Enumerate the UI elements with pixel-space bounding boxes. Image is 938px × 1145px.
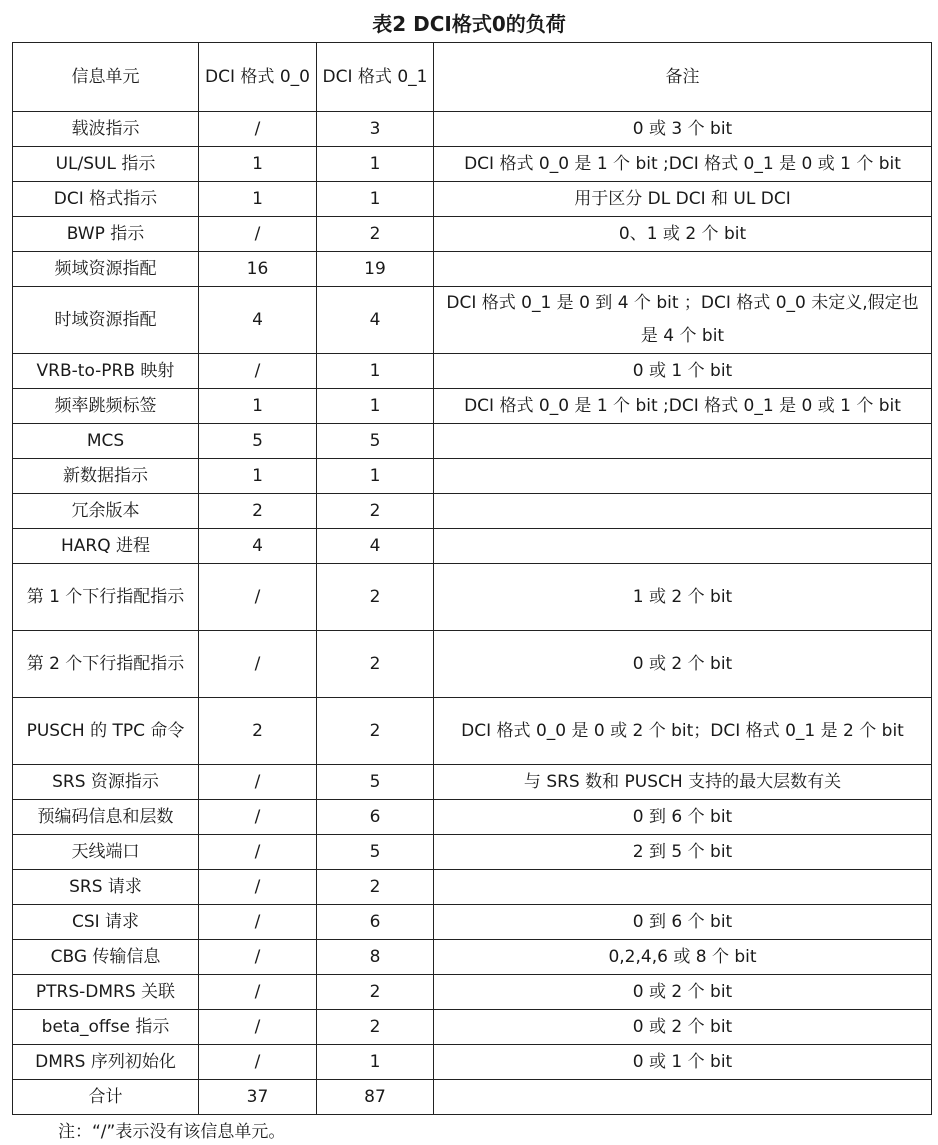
cell-remarks: 0 或 3 个 bit: [434, 112, 932, 147]
cell-remarks: [434, 870, 932, 905]
table-body: [13, 112, 932, 1115]
cell-dci-format-0-1: 2: [317, 631, 434, 698]
cell-dci-format-0-0: /: [199, 1045, 317, 1080]
table-row: [13, 459, 932, 494]
cell-remarks: [434, 459, 932, 494]
table-row: [13, 389, 932, 424]
cell-dci-format-0-0: /: [199, 870, 317, 905]
cell-dci-format-0-1: 1: [317, 182, 434, 217]
table-row: [13, 564, 932, 631]
cell-remarks: 0 或 1 个 bit: [434, 354, 932, 389]
cell-dci-format-0-0: /: [199, 800, 317, 835]
cell-dci-format-0-1: 1: [317, 389, 434, 424]
cell-remarks: DCI 格式 0_1 是 0 到 4 个 bit ；DCI 格式 0_0 未定义,假定也是 4 个 bit: [434, 287, 932, 354]
cell-info-unit: 载波指示: [13, 112, 199, 147]
table-row: [13, 940, 932, 975]
table-row: [13, 698, 932, 765]
cell-info-unit: SRS 请求: [13, 870, 199, 905]
cell-dci-format-0-1: 3: [317, 112, 434, 147]
cell-dci-format-0-1: 87: [317, 1080, 434, 1115]
cell-dci-format-0-0: 2: [199, 698, 317, 765]
cell-dci-format-0-0: /: [199, 1010, 317, 1045]
cell-info-unit: 合计: [13, 1080, 199, 1115]
cell-info-unit: DMRS 序列初始化: [13, 1045, 199, 1080]
cell-info-unit: 频域资源指配: [13, 252, 199, 287]
header-remarks: 备注: [434, 43, 932, 112]
cell-dci-format-0-1: 2: [317, 698, 434, 765]
cell-info-unit: 预编码信息和层数: [13, 800, 199, 835]
cell-dci-format-0-1: 6: [317, 905, 434, 940]
cell-dci-format-0-0: /: [199, 217, 317, 252]
cell-dci-format-0-1: 19: [317, 252, 434, 287]
cell-dci-format-0-1: 6: [317, 800, 434, 835]
cell-info-unit: VRB-to-PRB 映射: [13, 354, 199, 389]
table-row: [13, 354, 932, 389]
table-row: [13, 1045, 932, 1080]
header-dci-format-0-1: DCI 格式 0_1: [317, 43, 434, 112]
table-title: 表2 DCI格式0的负荷: [372, 12, 566, 36]
cell-dci-format-0-1: 1: [317, 1045, 434, 1080]
cell-info-unit: MCS: [13, 424, 199, 459]
cell-dci-format-0-0: 4: [199, 529, 317, 564]
table-row: [13, 217, 932, 252]
cell-remarks: [434, 1080, 932, 1115]
cell-remarks: 0、1 或 2 个 bit: [434, 217, 932, 252]
table-row: [13, 1080, 932, 1115]
cell-dci-format-0-1: 2: [317, 870, 434, 905]
cell-info-unit: 天线端口: [13, 835, 199, 870]
cell-dci-format-0-0: /: [199, 940, 317, 975]
table-row: [13, 800, 932, 835]
cell-dci-format-0-0: /: [199, 765, 317, 800]
cell-remarks: DCI 格式 0_0 是 0 或 2 个 bit；DCI 格式 0_1 是 2 个 bit: [434, 698, 932, 765]
table-row: [13, 765, 932, 800]
cell-dci-format-0-0: /: [199, 631, 317, 698]
cell-remarks: 与 SRS 数和 PUSCH 支持的最大层数有关: [434, 765, 932, 800]
cell-info-unit: beta_offse 指示: [13, 1010, 199, 1045]
table-header-row: [13, 43, 932, 112]
cell-info-unit: CSI 请求: [13, 905, 199, 940]
cell-dci-format-0-0: 1: [199, 459, 317, 494]
cell-dci-format-0-1: 4: [317, 287, 434, 354]
cell-dci-format-0-0: /: [199, 112, 317, 147]
cell-dci-format-0-1: 5: [317, 835, 434, 870]
cell-info-unit: PTRS-DMRS 关联: [13, 975, 199, 1010]
cell-dci-format-0-0: 1: [199, 147, 317, 182]
cell-remarks: 0 到 6 个 bit: [434, 905, 932, 940]
cell-info-unit: DCI 格式指示: [13, 182, 199, 217]
header-dci-format-0-0: DCI 格式 0_0: [199, 43, 317, 112]
cell-dci-format-0-1: 1: [317, 354, 434, 389]
cell-remarks: 0 或 2 个 bit: [434, 975, 932, 1010]
cell-dci-format-0-0: /: [199, 905, 317, 940]
cell-dci-format-0-1: 1: [317, 147, 434, 182]
cell-remarks: 0 到 6 个 bit: [434, 800, 932, 835]
cell-info-unit: 第 2 个下行指配指示: [13, 631, 199, 698]
cell-info-unit: HARQ 进程: [13, 529, 199, 564]
table-row: [13, 287, 932, 354]
header-info-unit: 信息单元: [13, 43, 199, 112]
cell-dci-format-0-0: 16: [199, 252, 317, 287]
cell-dci-format-0-1: 2: [317, 564, 434, 631]
table-row: [13, 870, 932, 905]
cell-remarks: 用于区分 DL DCI 和 UL DCI: [434, 182, 932, 217]
cell-dci-format-0-0: 2: [199, 494, 317, 529]
cell-info-unit: CBG 传输信息: [13, 940, 199, 975]
cell-remarks: DCI 格式 0_0 是 1 个 bit ;DCI 格式 0_1 是 0 或 1 个 bit: [434, 147, 932, 182]
cell-dci-format-0-0: 37: [199, 1080, 317, 1115]
cell-info-unit: 新数据指示: [13, 459, 199, 494]
table-row: [13, 631, 932, 698]
cell-remarks: [434, 529, 932, 564]
cell-dci-format-0-1: 2: [317, 1010, 434, 1045]
footnote: 注：“/”表示没有该信息单元。: [58, 1122, 286, 1142]
cell-remarks: 2 到 5 个 bit: [434, 835, 932, 870]
cell-remarks: 0 或 1 个 bit: [434, 1045, 932, 1080]
cell-info-unit: PUSCH 的 TPC 命令: [13, 698, 199, 765]
cell-dci-format-0-1: 1: [317, 459, 434, 494]
cell-info-unit: 冗余版本: [13, 494, 199, 529]
cell-dci-format-0-1: 8: [317, 940, 434, 975]
cell-remarks: [434, 494, 932, 529]
cell-remarks: 0 或 2 个 bit: [434, 1010, 932, 1045]
cell-dci-format-0-0: /: [199, 975, 317, 1010]
cell-dci-format-0-1: 2: [317, 217, 434, 252]
cell-info-unit: 频率跳频标签: [13, 389, 199, 424]
cell-info-unit: SRS 资源指示: [13, 765, 199, 800]
cell-info-unit: BWP 指示: [13, 217, 199, 252]
table-row: [13, 835, 932, 870]
table-row: [13, 494, 932, 529]
table-row: [13, 975, 932, 1010]
table-row: [13, 252, 932, 287]
table-row: [13, 1010, 932, 1045]
cell-dci-format-0-0: /: [199, 354, 317, 389]
cell-dci-format-0-0: 1: [199, 389, 317, 424]
cell-info-unit: UL/SUL 指示: [13, 147, 199, 182]
cell-remarks: 0 或 2 个 bit: [434, 631, 932, 698]
cell-info-unit: 第 1 个下行指配指示: [13, 564, 199, 631]
cell-dci-format-0-1: 2: [317, 494, 434, 529]
cell-dci-format-0-0: /: [199, 835, 317, 870]
cell-dci-format-0-1: 5: [317, 424, 434, 459]
cell-dci-format-0-0: 5: [199, 424, 317, 459]
cell-dci-format-0-0: /: [199, 564, 317, 631]
dci-format0-payload-table: [12, 42, 932, 1115]
table-row: [13, 112, 932, 147]
cell-dci-format-0-1: 5: [317, 765, 434, 800]
cell-dci-format-0-1: 4: [317, 529, 434, 564]
cell-dci-format-0-0: 1: [199, 182, 317, 217]
table-row: [13, 529, 932, 564]
table-row: [13, 424, 932, 459]
cell-remarks: 0,2,4,6 或 8 个 bit: [434, 940, 932, 975]
cell-dci-format-0-0: 4: [199, 287, 317, 354]
cell-remarks: [434, 424, 932, 459]
cell-info-unit: 时域资源指配: [13, 287, 199, 354]
table-row: [13, 182, 932, 217]
cell-dci-format-0-1: 2: [317, 975, 434, 1010]
table-row: [13, 147, 932, 182]
cell-remarks: 1 或 2 个 bit: [434, 564, 932, 631]
cell-remarks: DCI 格式 0_0 是 1 个 bit ;DCI 格式 0_1 是 0 或 1 个 bit: [434, 389, 932, 424]
cell-remarks: [434, 252, 932, 287]
table-row: [13, 905, 932, 940]
